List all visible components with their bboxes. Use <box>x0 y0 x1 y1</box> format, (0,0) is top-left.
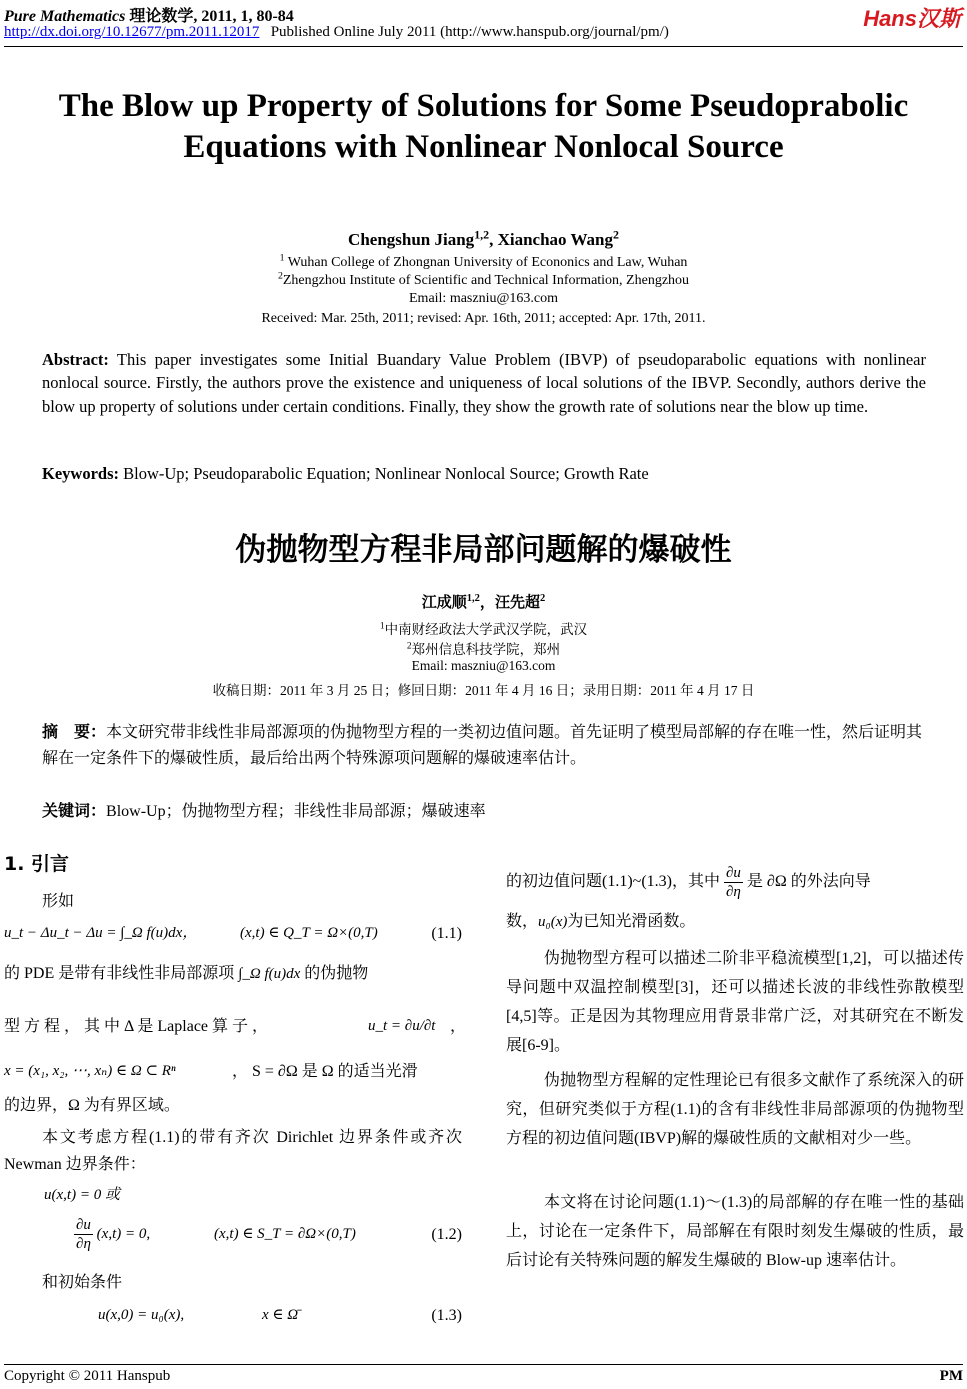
equation-1-3: u(x,0) = u₀(x), <box>98 1307 185 1323</box>
abstract <box>42 348 926 418</box>
right-column <box>506 852 964 1352</box>
header-divider <box>4 46 963 47</box>
doi-link[interactable]: http://dx.doi.org/10.12677/pm.2011.12017 <box>4 24 260 40</box>
text-line: 型 方 程 ， 其 中 Δ 是 Laplace 算 子 ， <box>4 1018 269 1035</box>
equation-number: (1.2) <box>431 1226 462 1243</box>
x-domain: x = (x₁, x₂, ⋯, xₙ) ∈ Ω ⊂ Rⁿ <box>4 1063 176 1079</box>
equation-1-1: u_t − Δu_t − Δu = ∫_Ω f(u)dx， <box>4 925 198 941</box>
equation-1-3-domain: x ∈ Ω̄ <box>262 1307 299 1323</box>
left-column: 形如 u_t − Δu_t − Δu = ∫_Ω f(u)dx， (x,t) ∈ Q_T = Ω×(0,T) (1.1) 的 PDE 是带有非线性非局部源项 ∫_Ω f(u)dx 的伪抛物 型 方 程 ， 其 中 Δ 是 Laplace 算 子 ， u_t = ∂u/∂t ， x = (x₁, x₂, ⋯, xₙ) ∈ Ω ⊂ Rⁿ ， S = ∂Ω 是 Ω 的适当光滑 的边界，Ω 为有界区域。 本文考虑方程(1.1)的带有齐次 Dirichlet 边界条件或齐次 Newman 边界条件： u(x,t) = 0 或 $\frac{\partial u}{\partial\eta}$ (x,t) = 0, (x,t) ∈ S_T = ∂Ω×(0,T) (1.2) 和初始条件 u(x,0) = u₀(x), x ∈ Ω̄ (1.3) <box>4 880 462 1350</box>
keywords <box>42 464 649 484</box>
paragraph: 伪抛物型方程解的定性理论已有很多文献作了系统深入的研究，但研究类似于方程(1.1)的含有非线性非局部源项的伪抛物型方程的初边值问题(IBVP)解的爆破性质的文献相对少一些。 <box>506 1072 964 1147</box>
cn-affiliation-1: $^1$中南财经政法大学武汉学院，武汉 <box>379 621 588 637</box>
normal-derivative-fraction: $\frac{\partial u}{\partial\eta}$ <box>76 1217 91 1252</box>
equation-number: (1.1) <box>431 925 462 942</box>
author-2: Xianchao Wang <box>497 230 613 249</box>
author-2-sup: 2 <box>612 227 619 242</box>
paper-title: The Blow up Property of Solutions for Some Pseudoprabolic Equations with Nonlinear Nonlocal Source <box>58 88 909 165</box>
normal-derivative-fraction: $\frac{\partial u}{\partial\eta}$ <box>725 865 741 900</box>
equation-1-1-domain: (x,t) ∈ Q_T = Ω×(0,T) <box>240 925 378 941</box>
author-sep: , <box>489 230 498 249</box>
journal-abbrev: PM <box>939 1368 963 1384</box>
equation-1-2b: $\frac{\partial u}{\partial\eta}$ (x,t) = 0, <box>76 1217 151 1252</box>
cn-affiliation-2: $^2$郑州信息科技学院，郑州 <box>406 641 561 657</box>
cn-keywords <box>42 798 486 821</box>
cn-title: 伪抛物型方程非局部问题解的爆破性 <box>235 532 732 568</box>
author-1: Chengshun Jiang <box>348 230 475 249</box>
abstract-text: This paper investigates some Initial Buandary Value Problem (IBVP) of pseudoparabolic equations with nonlinear nonlocal source. Firstly, the authors prove the existence and uniqueness of local solutions of the IBVP. Secondly, authors derive the blow up property of solutions under certain conditions. Finally, they show the growth rate of solutions near the blow up time. <box>42 350 926 416</box>
journal-name: Pure Mathematics <box>4 8 126 25</box>
published-info: Published Online July 2011 (http://www.hanspub.org/journal/pm/) <box>270 24 669 40</box>
cn-keywords-label: 关键词： <box>42 801 107 820</box>
integral-expr: ∫_Ω f(u)dx <box>238 966 301 982</box>
affiliation-2: $^2$Zhengzhou Institute of Scientific and Technical Information, Zhengzhou <box>277 270 690 288</box>
text-line: 和初始条件 <box>42 1274 123 1291</box>
equation-1-2a: u(x,t) = 0 或 <box>44 1187 120 1203</box>
text-line: 数，u₀(x)为已知光滑函数。 <box>506 913 696 930</box>
cn-email: Email: maszniu@163.com <box>411 658 556 673</box>
section-heading: 1. 引言 <box>4 853 70 875</box>
paragraph: 伪抛物型方程可以描述二阶非平稳流模型[1,2]，可以描述传导问题中双温控制模型[3]，还可以描述长波的非线性弥散模型[4,5]等。正是因为其物理应用背景非常广泛，对其研究在不断发展[6-9]。 <box>506 950 964 1054</box>
text-line: 的初边值问题(1.1)~(1.3)，其中 $\frac{\partial u}{\partial\eta}$ 是 ∂Ω 的外法向导 <box>506 865 871 900</box>
text-line: ， S = ∂Ω 是 Ω 的适当光滑 <box>232 1063 418 1080</box>
affiliation-1: $^1$ Wuhan College of Zhongnan University of Econonics and Law, Wuhan <box>279 252 688 270</box>
author-1-sup: 1,2 <box>474 227 490 242</box>
equation-number: (1.3) <box>431 1307 462 1324</box>
hanspub-logo: Hans汉斯 <box>863 6 961 31</box>
text-line: 的 PDE 是带有非线性非局部源项 ∫_Ω f(u)dx 的伪抛物 <box>4 965 369 982</box>
footer-divider <box>4 1364 963 1365</box>
text-line: 形如 <box>42 893 75 910</box>
paragraph: 本文考虑方程(1.1)的带有齐次 Dirichlet 边界条件或齐次 Newman 边界条件： <box>4 1129 462 1173</box>
cn-author-list: 江成顺$^{1,2}$，汪先超$^2$ <box>421 593 546 611</box>
journal-header <box>4 3 294 26</box>
doi-line <box>4 24 669 41</box>
keywords-text: Blow-Up; Pseudoparabolic Equation; Nonlinear Nonlocal Source; Growth Rate <box>119 464 649 483</box>
cn-keywords-text: Blow-Up；伪抛物型方程；非线性非局部源；爆破速率 <box>106 803 486 820</box>
email: Email: maszniu@163.com <box>409 291 558 306</box>
copyright: Copyright © 2011 Hanspub <box>4 1368 171 1384</box>
cn-dates: 收稿日期：2011 年 3 月 25 日；修回日期：2011 年 4 月 16 日；录用日期：2011 年 4 月 17 日 <box>212 683 755 698</box>
keywords-label: Keywords: <box>42 464 119 483</box>
cn-abstract-label: 摘 要： <box>42 722 107 741</box>
paragraph: 本文将在讨论问题(1.1)～(1.3)的局部解的存在唯一性的基础上，讨论在一定条件下，局部解在有限时刻发生爆破的性质，最后讨论有关特殊问题的解发生爆破的 Blow-up 速率估计。 <box>506 1194 964 1269</box>
author-list <box>0 227 967 250</box>
text-line: 的边界，Ω 为有界区域。 <box>4 1097 180 1114</box>
journal-volume: 理论数学, 2011, 1, 80-84 <box>129 8 294 25</box>
ut-definition: u_t = ∂u/∂t <box>368 1018 436 1034</box>
received-dates: Received: Mar. 25th, 2011; revised: Apr. 16th, 2011; accepted: Apr. 17th, 2011. <box>261 311 706 326</box>
equation-1-2-domain: (x,t) ∈ S_T = ∂Ω×(0,T) <box>214 1226 356 1242</box>
cn-abstract-text: 本文研究带非线性非局部源项的伪抛物型方程的一类初边值问题。首先证明了模型局部解的存在唯一性，然后证明其解在一定条件下的爆破性质，最后给出两个特殊源项问题解的爆破速率估计。 <box>42 724 923 767</box>
cn-abstract <box>42 719 926 772</box>
abstract-label: Abstract: <box>42 350 109 369</box>
